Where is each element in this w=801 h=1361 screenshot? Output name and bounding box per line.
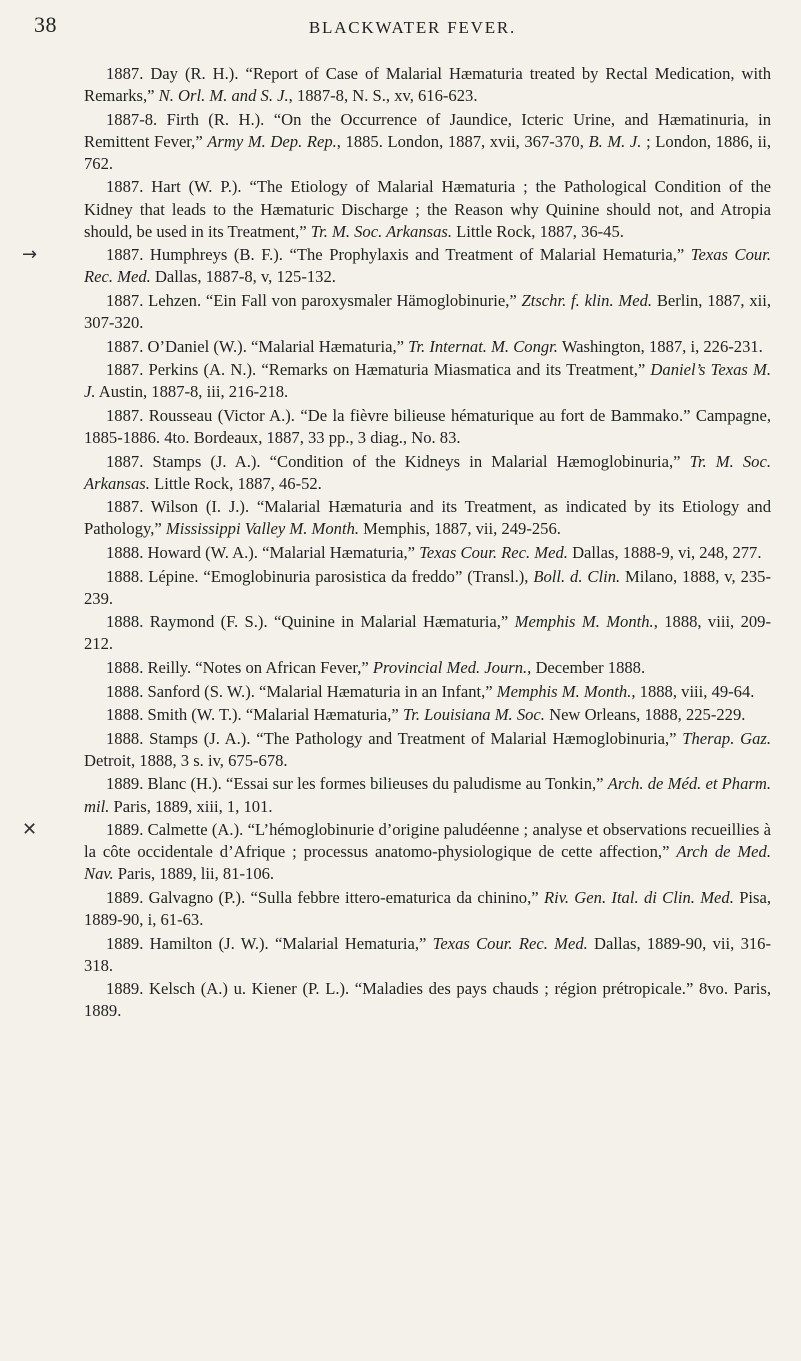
entry-text: Detroit, 1888, 3 s. iv, 675-678. — [84, 750, 288, 770]
entry-text: 1888. Lépine. “Emoglobinuria parosistica da freddo” (Transl.), — [106, 566, 534, 586]
journal-title: Texas Cour. Rec. Med. — [84, 245, 771, 287]
bibliography-entry-howard-1888 — [84, 542, 771, 564]
entry-text: Dallas, 1887-8, v, 125-132. — [150, 267, 336, 287]
bibliography-entry-hart-1887 — [84, 176, 771, 242]
entry-text: Pisa, 1889-90, i, 61-63. — [84, 887, 772, 929]
bibliography-entry-sanford-1888 — [84, 681, 771, 703]
journal-title: Tr. M. Soc. Arkansas. — [84, 451, 771, 493]
entry-text: Paris, 1889, xiii, 1, 101. — [109, 796, 273, 816]
journal-title: Boll. d. Clin. — [533, 566, 621, 586]
journal-title: Daniel’s Texas M. J. — [84, 360, 772, 402]
entry-text: 1887. Hart (W. P.). “The Etiology of Malarial Hæmaturia ; the Pathological Condition of the Kidney that leads to the Hæmaturic Discharge ; the Reason why Quinine should not, and Atropia should, be used in its Treatment,” — [84, 177, 771, 241]
journal-title: Therap. Gaz. — [682, 728, 771, 748]
entry-text: 1889. Galvagno (P.). “Sulla febbre ittero-ematurica da chinino,” — [106, 887, 544, 907]
journal-title: Tr. Internat. M. Congr. — [408, 336, 558, 356]
journal-title: Arch de Med. Nav. — [84, 842, 771, 884]
page-number: 38 — [34, 12, 57, 37]
bibliography-entry-reilly-1888 — [84, 657, 771, 679]
entry-text: 1887-8. Firth (R. H.). “On the Occurrence of Jaundice, Icteric Urine, and Hæmatinuria, in Remittent Fever,” — [84, 109, 771, 151]
margin-arrow-mark: → — [22, 244, 38, 266]
entry-text: Milano, 1888, v, 235-239. — [84, 566, 771, 608]
entry-text: 1888. Sanford (S. W.). “Malarial Hæmaturia in an Infant,” — [106, 681, 497, 701]
entry-text: New Orleans, 1888, 225-229. — [544, 705, 746, 725]
entry-text: Dallas, 1888-9, vi, 248, 277. — [567, 542, 762, 562]
bibliography-entry-galvagno-1889 — [84, 887, 771, 931]
journal-title: Texas Cour. Rec. Med. — [419, 542, 568, 562]
journal-title: N. Orl. M. and S. J. — [158, 86, 289, 106]
bibliography-entry-lepine-1888 — [84, 566, 771, 610]
entry-text: Dallas, 1889-90, vii, 316-318. — [84, 933, 771, 975]
bibliography-entry-kelsch-1889 — [84, 978, 771, 1022]
entry-text: Austin, 1887-8, iii, 216-218. — [95, 382, 289, 402]
entry-text: 1889. Hamilton (J. W.). “Malarial Hematuria,” — [106, 933, 433, 953]
journal-title: Ztschr. f. klin. Med. — [521, 290, 653, 310]
entry-text: Memphis, 1887, vii, 249-256. — [359, 519, 561, 539]
entry-text: ; London, 1886, ii, 762. — [84, 131, 771, 173]
entry-text: 1887. Day (R. H.). “Report of Case of Malarial Hæmaturia treated by Rectal Medication, with Remarks,” — [84, 64, 771, 106]
entry-text: 1887. Lehzen. “Ein Fall von paroxysmaler Hämoglobinurie,” — [106, 290, 522, 310]
margin-cross-mark: ✕ — [22, 819, 38, 841]
journal-title: Tr. Louisiana M. Soc. — [402, 705, 545, 725]
entry-text: 1887. Stamps (J. A.). “Condition of the Kidneys in Malarial Hæmoglobinuria,” — [106, 451, 690, 471]
running-head: BLACKWATER FEVER. — [308, 18, 517, 37]
entry-text: 1887. O’Daniel (W.). “Malarial Hæmaturia,” — [106, 336, 409, 356]
bibliography-entry-rousseau-1887 — [84, 405, 771, 449]
entry-text: 1888. Reilly. “Notes on African Fever,” — [106, 657, 373, 677]
journal-title: Texas Cour. Rec. Med. — [432, 933, 588, 953]
bibliography-entry-lehzen-1887 — [84, 290, 771, 334]
entry-text: , December 1888. — [527, 657, 646, 677]
bibliography-entry-smith-1888 — [84, 704, 771, 726]
bibliography-entry-day-1887 — [84, 63, 771, 107]
entry-text: Paris, 1889, lii, 81-106. — [113, 864, 275, 884]
entry-text: 1887. Wilson (I. J.). “Malarial Hæmaturia and its Treatment, as indicated by its Etiology and Pathology,” — [84, 497, 771, 539]
entry-text: 1888. Smith (W. T.). “Malarial Hæmaturia,” — [106, 705, 403, 725]
entry-text: Little Rock, 1887, 46-52. — [149, 473, 322, 493]
entry-text: 1888. Stamps (J. A.). “The Pathology and Treatment of Malarial Hæmoglobinuria,” — [106, 728, 683, 748]
entry-text: 1888. Raymond (F. S.). “Quinine in Malarial Hæmaturia,” — [106, 612, 515, 632]
page-header — [34, 12, 771, 42]
entry-text: 1887. Rousseau (Victor A.). “De la fièvre bilieuse hématurique au fort de Bammako.” Campagne, 1885-1886. 4to. Bordeaux, 1887, 33 pp., 3 diag., No. 83. — [84, 405, 771, 447]
entry-text: 1889. Blanc (H.). “Essai sur les formes bilieuses du paludisme au Tonkin,” — [106, 774, 608, 794]
journal-title: Arch. de Méd. et Pharm. mil. — [84, 774, 771, 816]
entry-text: 1888. Howard (W. A.). “Malarial Hæmaturia,” — [106, 542, 420, 562]
journal-title: Riv. Gen. Ital. di Clin. Med. — [543, 887, 734, 907]
journal-title: Army M. Dep. Rep. — [207, 131, 337, 151]
bibliography-entry-hamilton-1889 — [84, 933, 771, 977]
bibliography-entry-raymond-1888 — [84, 611, 771, 655]
entry-text: Washington, 1887, i, 226-231. — [557, 336, 763, 356]
bibliography-entry-odaniel-1887 — [84, 336, 771, 358]
entry-text: , 1885. London, 1887, xvii, 367-370, — [336, 131, 589, 151]
entry-text: , 1888, viii, 209-212. — [84, 612, 771, 654]
entry-text: , 1887-8, N. S., xv, 616-623. — [288, 86, 478, 106]
journal-title: Mississippi Valley M. Month. — [165, 519, 360, 539]
bibliography-entry-stamps-1887 — [84, 451, 771, 495]
bibliography-entry-perkins-1887 — [84, 359, 771, 403]
bibliography-entry-calmette-1889 — [22, 819, 771, 885]
journal-title: Tr. M. Soc. Arkansas. — [310, 221, 452, 241]
entry-text: 1887. Perkins (A. N.). “Remarks on Hæmaturia Miasmatica and its Treatment,” — [106, 360, 651, 380]
bibliography-entry-wilson-1887 — [84, 496, 771, 540]
journal-title: Memphis M. Month. — [496, 681, 632, 701]
bibliography-list — [22, 63, 772, 1022]
journal-title: B. M. J. — [588, 131, 642, 151]
entry-text: 1889. Kelsch (A.) u. Kiener (P. L.). “Maladies des pays chauds ; région prétropicale.” 8vo. Paris, 1889. — [84, 979, 771, 1021]
entry-text: , 1888, viii, 49-64. — [631, 681, 755, 701]
bibliography-entry-stamps-1888 — [84, 728, 771, 772]
bibliography-entry-humphreys-1887 — [22, 244, 771, 288]
entry-text: 1887. Humphreys (B. F.). “The Prophylaxis and Treatment of Malarial Hematuria,” — [106, 245, 691, 265]
entry-text: Little Rock, 1887, 36-45. — [452, 221, 624, 241]
journal-title: Memphis M. Month. — [514, 612, 654, 632]
entry-text: 1889. Calmette (A.). “L’hémoglobinurie d’origine paludéenne ; analyse et observations recueillies à la côte occidentale d’Afrique ; processus anatomo-physiologique de cette affection,” — [84, 820, 771, 862]
bibliography-entry-firth-1887 — [84, 109, 771, 175]
journal-title: Provincial Med. Journ. — [372, 657, 528, 677]
entry-text: Berlin, 1887, xii, 307-320. — [84, 290, 772, 333]
bibliography-entry-blanc-1889 — [84, 773, 771, 817]
